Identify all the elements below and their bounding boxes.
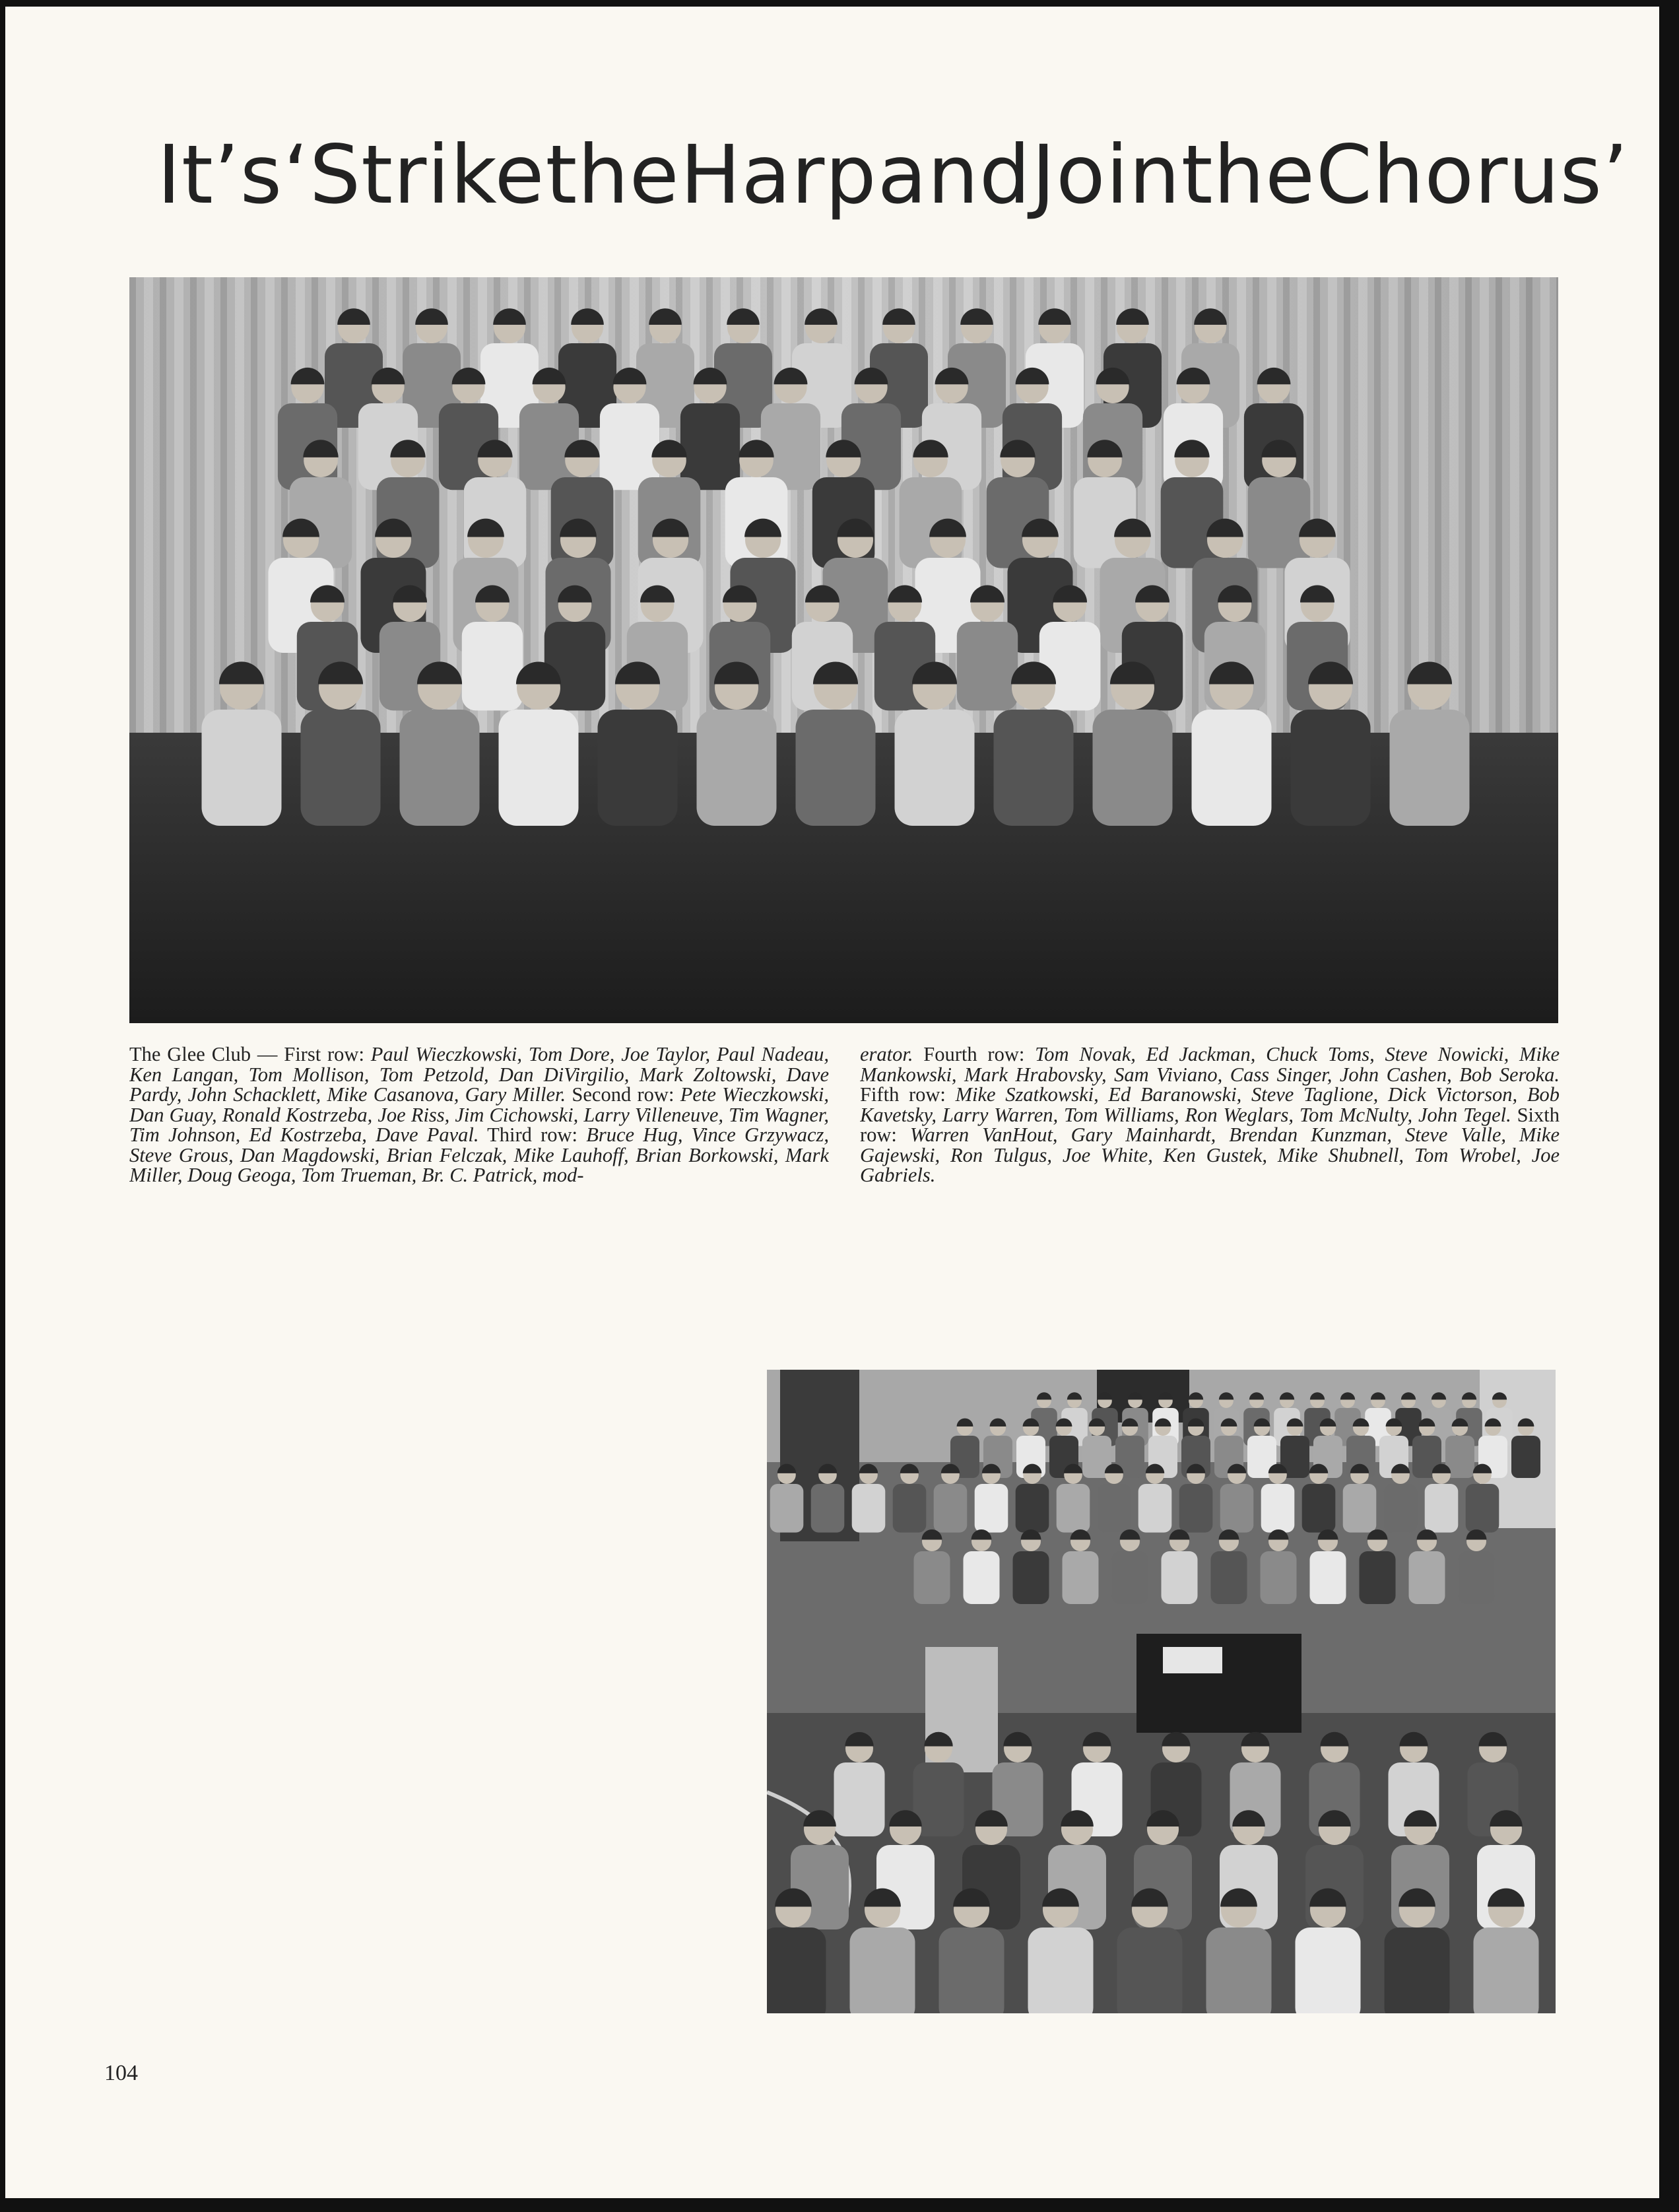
title-word: ‘Strike [283,128,545,222]
title-word: the [1181,128,1316,222]
title-word: Chorus’ [1315,128,1629,222]
caption-right-column [860,1044,1560,1262]
caption-names: Paul Wieczkowski, Tom Dore, Joe Taylor, Paul Nadeau, Ken Langan, Tom Mollison, Tom Petzold, Dan DiVirgilio, Mark Zoltowski, Dave Pardy, John Schacklett, Mike Casanova, Gary Miller. [129,1044,829,1106]
page-number: 104 [104,2061,138,2085]
caption-text: Fourth row: [913,1044,1036,1065]
caption-names: Tom Novak, Ed Jackman, Chuck Toms, Steve Nowicki, Mike Mankowski, Mark Hrabovsky, Sam Viviano, Cass Singer, John Cashen, Bob Seroka. [860,1044,1560,1086]
caption-text: Fifth row: [860,1083,956,1106]
page-title [157,119,1629,231]
caption-names: Bruce Hug, Vince Grzywacz, Steve Grous, Dan Magdowski, Brian Felczak, Mike Lauhoff, Brian Borkowski, Mark Miller, Doug Geoga, Tom Trueman, Br. C. Patrick, mod- [129,1123,829,1186]
performance-photo-image [767,1370,1556,2013]
caption-left-column [129,1044,829,1262]
title-word: It’s [157,128,283,222]
scan-edge [1659,7,1668,2198]
caption-text: The Glee Club — First row: [129,1044,371,1065]
caption-text: Second row: [566,1083,680,1106]
title-word: Harp [680,128,877,222]
yearbook-page [5,7,1668,2198]
caption-names: Pete Wieczkowski, Dan Guay, Ronald Kostrzeba, Joe Riss, Jim Cichowski, Larry Villeneuve, Tim Wagner, Tim Johnson, Ed Kostrzeba, Dave Paval. [129,1083,829,1146]
title-word: the [545,128,680,222]
caption-text: Third row: [478,1123,587,1146]
title-word: and [877,128,1032,222]
caption-names: Mike Szatkowski, Ed Baranowski, Steve Taglione, Dick Victorson, Bob Kavetsky, Larry Warren, Tom Williams, Ron Weglars, Tom McNulty, John Tegel. [860,1083,1560,1126]
caption-names: erator. [860,1044,913,1065]
caption-text: Sixth row: [860,1103,1560,1146]
glee-club-group-photo [129,277,1558,1023]
glee-club-performance-photo [767,1370,1556,2013]
group-photo-image [129,277,1558,1023]
title-word: Join [1032,128,1181,222]
caption-names: Warren VanHout, Gary Mainhardt, Brendan Kunzman, Steve Valle, Mike Gajewski, Ron Tulgus, Joe White, Ken Gustek, Mike Shubnell, Tom Wrobel, Joe Gabriels. [860,1123,1560,1186]
